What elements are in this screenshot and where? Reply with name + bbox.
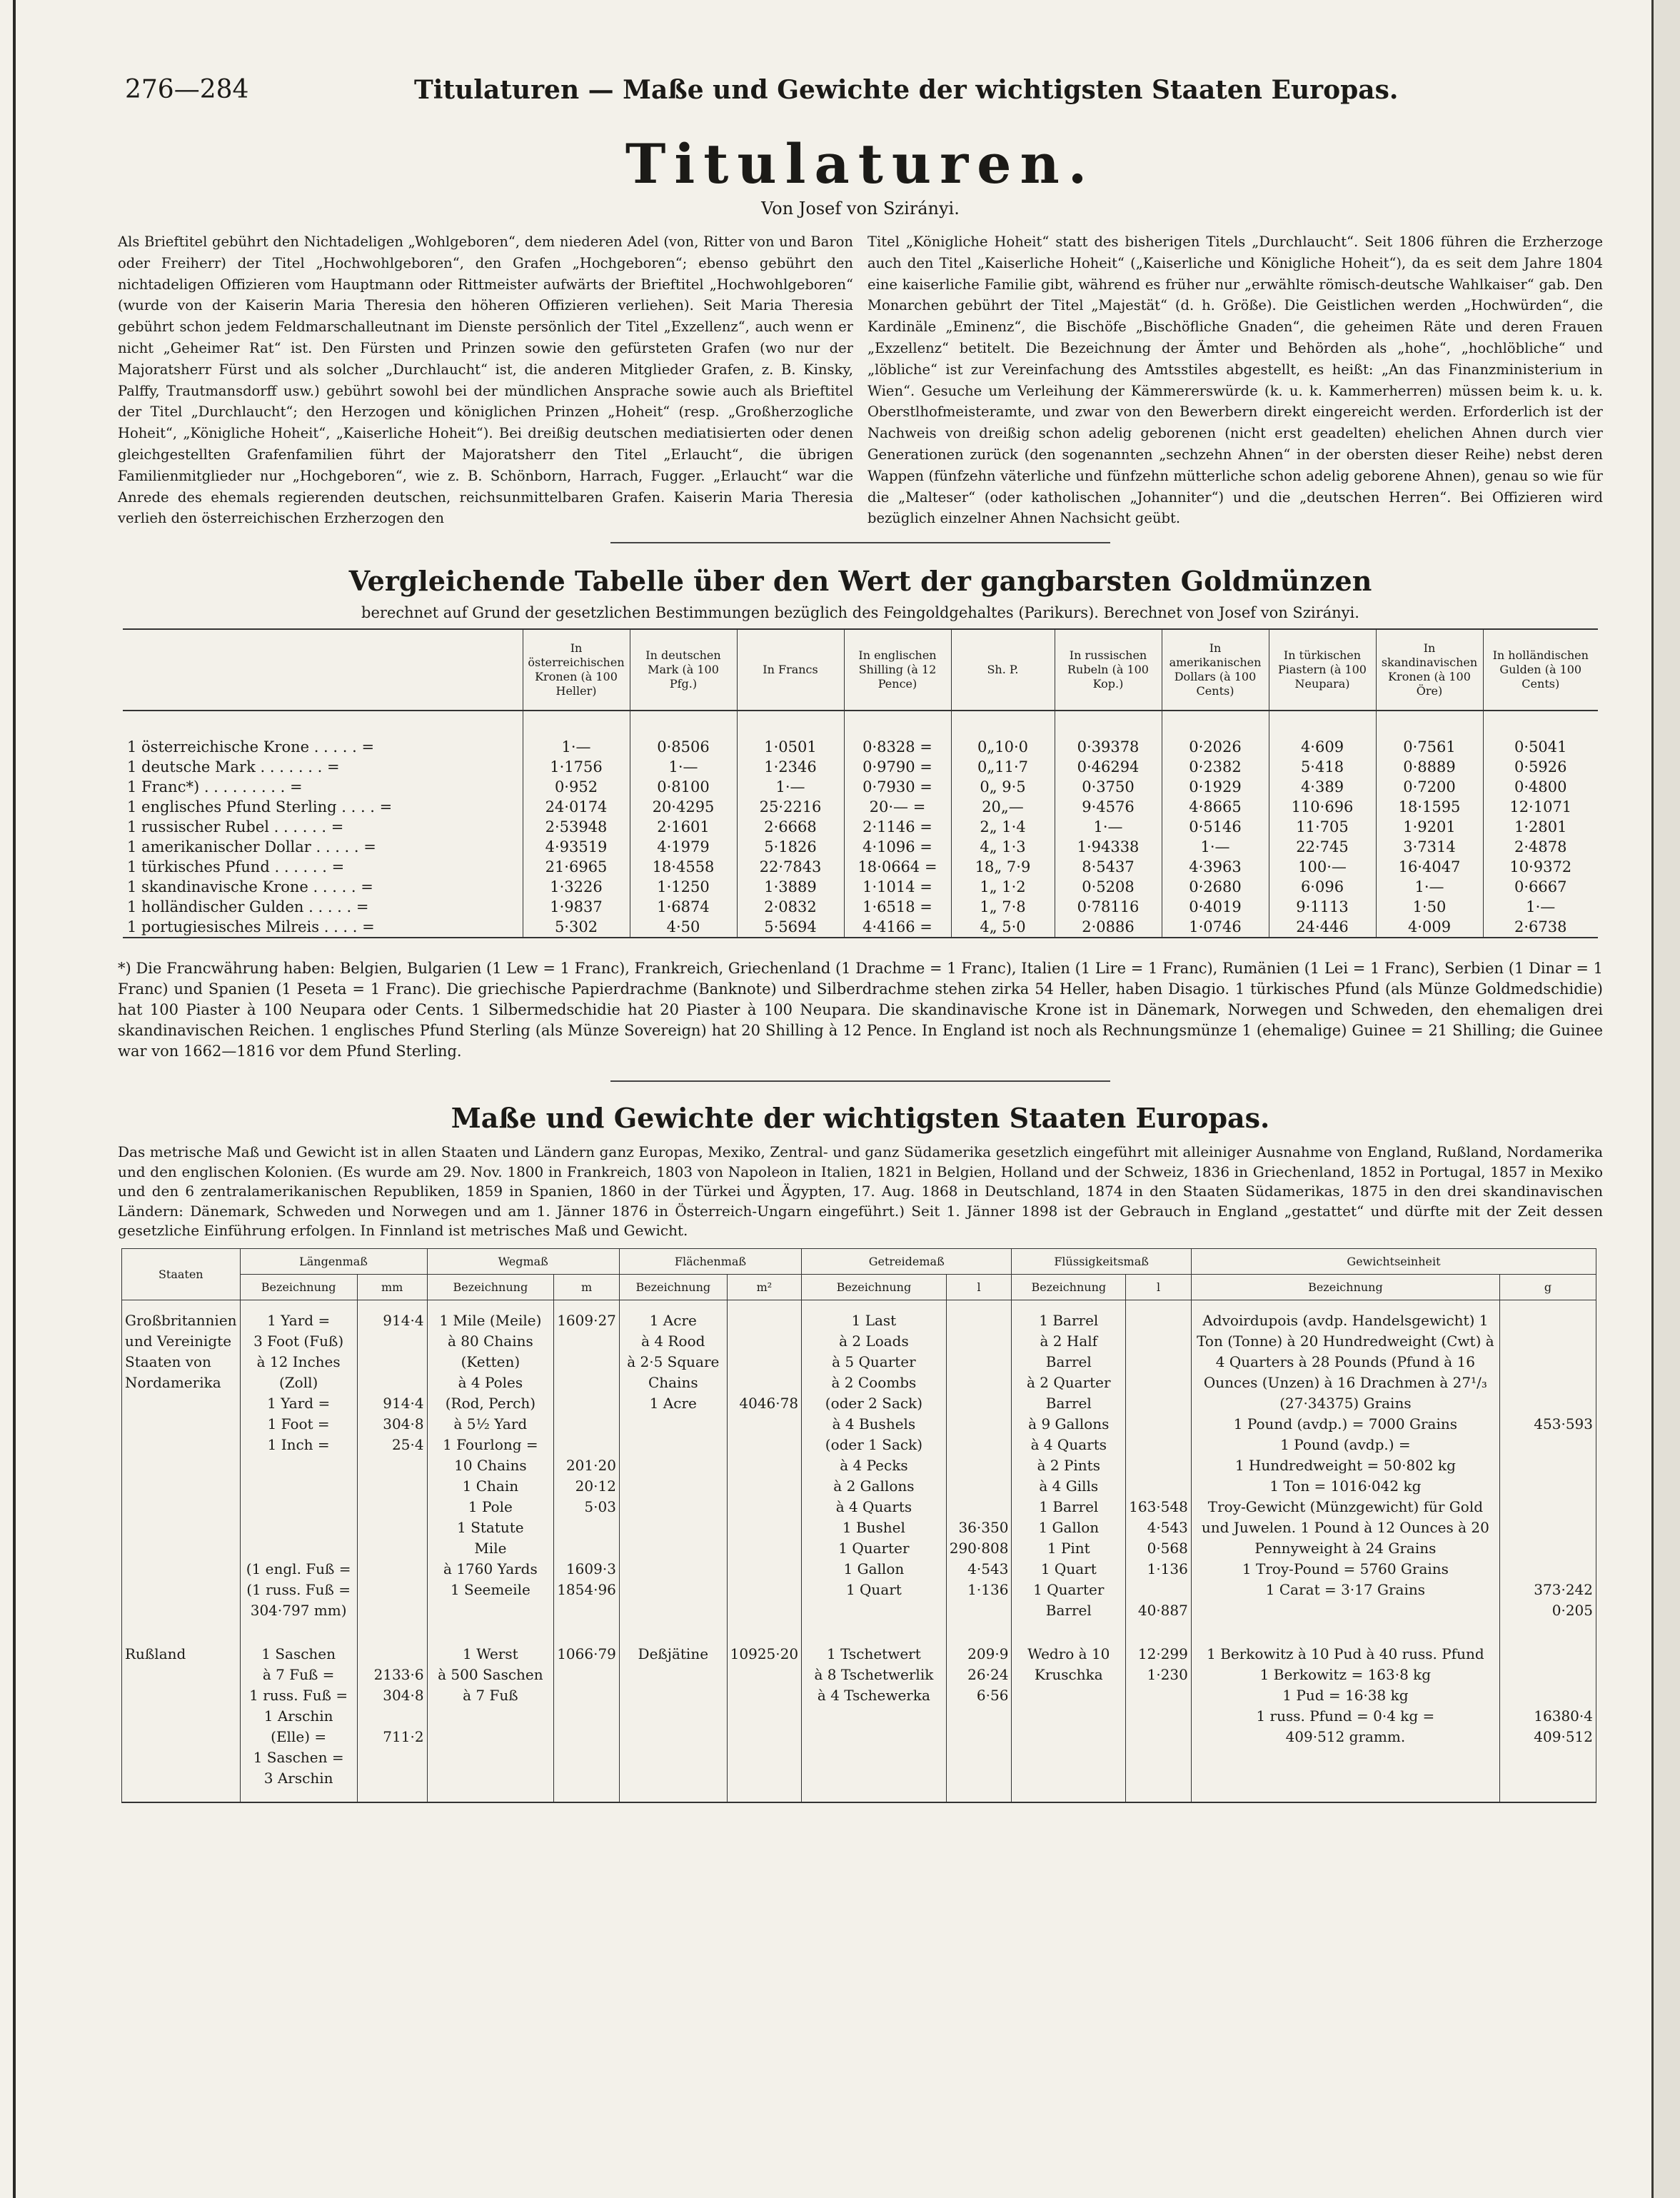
coin-value: 22·745 (1269, 837, 1376, 857)
coin-value: 0·9790 = (844, 757, 951, 777)
coin-value: 1·1250 (630, 877, 737, 897)
measures-cell-flaeche-bez: 1 Acre à 4 Rood à 2·5 Square Chains 1 Acre (619, 1300, 727, 1634)
coin-value: 10·9372 (1483, 857, 1598, 877)
coin-value: 5·5694 (737, 917, 844, 938)
coin-value: 0·3750 (1055, 777, 1162, 797)
coin-value: 110·696 (1269, 797, 1376, 817)
sub-header: Bezeichnung (1012, 1274, 1126, 1300)
gold-table-body (123, 711, 1598, 938)
coin-value: 1·9201 (1376, 817, 1483, 837)
coin-value: 0·7561 (1376, 711, 1483, 757)
gold-header-cell: In amerikanischen Dollars (à 100 Cents) (1162, 629, 1269, 711)
coin-value: 20„— (951, 797, 1055, 817)
coin-value: 0·7930 = (844, 777, 951, 797)
sub-header: g (1499, 1274, 1596, 1300)
coin-value: 0·8328 = (844, 711, 951, 757)
page-range: 276—284 (125, 75, 249, 104)
coin-value: 24·0174 (523, 797, 630, 817)
header-getreidemass: Getreidemaß (802, 1248, 1012, 1274)
titulaturen-col-left: Als Brieftitel gebührt den Nichtadeligen „Wohlgeboren“, dem niederen Adel (von, Ritter von und Baron oder Freiherr) der Titel „Hochwohlgeboren“, den Grafen „Hochgeboren“; ebenso gebührt den nichtadeligen Offizieren vom Hauptmann oder Rittmeister aufwärts der Brieftitel „Hochwohlgeboren“ (wurde von der Kaiserin Maria Theresia den höheren Offizieren verliehen). Seit Maria Theresia gebührt schon jedem Feldmarschalleutnant im Dienste persönlich der Titel „Exzellenz“, auch wenn er nicht „Geheimer Rat“ ist. Den Fürsten und Prinzen sowie den gefürsteten Grafen (wo nur der Majoratsherr Fürst und als solcher „Durchlaucht“ ist, die anderen Mitglieder Grafen, z. B. Kinsky, Palffy, Trautmansdorff usw.) gebührt sowohl bei der mündlichen Ansprache sowie auch als Brieftitel der Titel „Durchlaucht“; den Herzogen und königlichen Prinzen „Hoheit“ (resp. „Großherzogliche Hoheit“, „Königliche Hoheit“, „Kaiserliche Hoheit“). Bei dreißig deutschen mediatisierten oder denen gleichgestellten Grafenfamilien führt der Majoratsherr den Titel „Erlaucht“, die übrigen Familienmitglieder nur „Hochgeboren“, wie z. B. Schönborn, Harrach, Fugger. „Erlaucht“ war die Anrede des ehemals regierenden deutschen, reichsunmittelbaren Grafen. Kaiserin Maria Theresia verlieh den österreichischen Erzherzogen den (118, 234, 853, 527)
titulaturen-author: Von Josef von Szirányi. (761, 199, 960, 219)
coin-name: 1 englisches Pfund Sterling . . . . = (127, 798, 393, 816)
gold-header-cell: Sh. P. (951, 629, 1055, 711)
coin-value: 20·— = (844, 797, 951, 817)
measures-cell-getreide-bez: 1 Last à 2 Loads à 5 Quarter à 2 Coombs (oder 2 Sack) à 4 Bushels (oder 1 Sack) à 4 Pecks à 2 Gallons à 4 Quarts 1 Bushel 1 Quarter 1 Gallon 1 Quart (802, 1300, 947, 1634)
coin-value: 1·6518 = (844, 897, 951, 917)
gold-header-cell: In türkischen Piastern (à 100 Neupara) (1269, 629, 1376, 711)
coin-value: 0·8506 (630, 711, 737, 757)
titulaturen-col-right: Titel „Königliche Hoheit“ statt des bisherigen Titels „Durchlaucht“. Seit 1806 führen die Erzherzoge auch den Titel „Kaiserliche Hoheit“ („Kaiserliche und Königliche Hoheit“), da es seit dem Jahre 1804 eine kaiserliche Familie gibt, während es früher nur „erwählte römisch-deutsche Wahlkaiser“ gab. Den Monarchen gebührt der Titel „Majestät“ (d. h. Größe). Die Geistlichen werden „Hochwürden“, die Kardinäle „Eminenz“, die Bischöfe „Bischöfliche Gnaden“, die geheimen Räte und deren Frauen „Exzellenz“ betitelt. Die Bezeichnung der Ämter und Behörden als „hohe“, „hochlöbliche“ und „löbliche“ ist zur Vereinfachung des Amtsstiles abgestellt, es heißt: „An das Finanzministerium in Wien“. Gesuche um Verleihung der Kämmererswürde (k. u. k. Kammerherren) müssen beim k. u. k. Oberstlhofmeisteramte, und zwar von den Bewerbern direkt eingereicht werden. Erforderlich ist der Nachweis von dreißig schon adelig geborenen (nicht erst geadelten) ehelichen Ahnen durch vier Generationen zurück (den sogenannten „sechzehn Ahnen“ in der obersten dieser Reihe) nebst deren Wappen (fünfzehn väterliche und fünfzehn mütterliche schon adelig geborene Ahnen), genau so wie für die „Malteser“ (oder katholischen „Johanniter“) und die „deutschen Herren“. Bei Offizieren wird bezüglich einzelner Ahnen Nachsicht geübt. (867, 234, 1603, 527)
sub-header: mm (357, 1274, 427, 1300)
coin-value: 0„10·0 (951, 711, 1055, 757)
titulaturen-columns (118, 231, 1603, 529)
gold-table-row (123, 711, 1598, 757)
sub-header: m (554, 1274, 620, 1300)
measures-cell-weg-m: 1609·27 201·20 20·12 5·03 1609·3 1854·96 (554, 1300, 620, 1634)
measures-cell-fluessig-l: 12·299 1·230 (1126, 1634, 1192, 1802)
measures-cell-weg-bez: 1 Werst à 500 Saschen à 7 Fuß (427, 1634, 554, 1802)
coin-value: 2·0832 (737, 897, 844, 917)
coin-value: 1·2346 (737, 757, 844, 777)
coin-value: 4·93519 (523, 837, 630, 857)
coin-value: 0·46294 (1055, 757, 1162, 777)
coin-name: 1 portugiesisches Milreis . . . . = (127, 918, 375, 936)
gold-coin-table (123, 628, 1598, 938)
header-staaten: Staaten (122, 1248, 241, 1300)
coin-value: 4·389 (1269, 777, 1376, 797)
coin-name: 1 amerikanischer Dollar . . . . . = (127, 838, 376, 856)
gold-table-row (123, 837, 1598, 857)
coin-value: 1·3226 (523, 877, 630, 897)
coin-value: 1·2801 (1483, 817, 1598, 837)
coin-value: 2·1601 (630, 817, 737, 837)
gold-table-row (123, 897, 1598, 917)
masse-intro: Das metrische Maß und Gewicht ist in allen Staaten und Ländern ganz Europas, Mexiko, Zentral- und ganz Südamerika gesetzlich eingeführt mit alleiniger Ausnahme von England, Rußland, Nordamerika und den englischen Kolonien. (Es wurde am 29. Nov. 1800 in Frankreich, 1803 von Napoleon in Italien, 1821 in Belgien, Holland und der Schweiz, 1836 in Griechenland, 1852 in Portugal, 1857 in Mexiko und den 6 zentralamerikanischen Republiken, 1859 in Spanien, 1860 in der Türkei und Ägypten, 17. Aug. 1868 in Deutschland, 1874 in den Staaten Südamerikas, 1875 in den drei skandinavischen Ländern: Dänemark, Schweden und Norwegen und am 1. Jänner 1876 in Österreich-Ungarn eingeführt.) Seit 1. Jänner 1898 ist der Gebrauch in England „gestattet“ und dürfte mit der Zeit dessen gesetzliche Einführung erfolgen. In Finnland ist metrisches Maß und Gewicht. (118, 1143, 1603, 1240)
coin-value: 24·446 (1269, 917, 1376, 938)
coin-value: 1·50 (1376, 897, 1483, 917)
measures-cell-gewicht-bez: Advoirdupois (avdp. Handelsgewicht) 1 Ton (Tonne) à 20 Hundredweight (Cwt) à 4 Quarters à 28 Pounds (Pfund à 16 Ounces (Unzen) à 16 Drachmen à 27¹/₃ (27·34375) Grains 1 Pound (avdp.) = 7000 Grains 1 Pound (avdp.) = 1 Hundredweight = 50·802 kg 1 Ton = 1016·042 kg Troy-Gewicht (Münzgewicht) für Gold und Juwelen. 1 Pound à 12 Ounces à 20 Pennyweight à 24 Grains 1 Troy-Pound = 5760 Grains 1 Carat = 3·17 Grains (1191, 1300, 1499, 1634)
gold-header-row (123, 629, 1598, 711)
coin-value: 18„ 7·9 (951, 857, 1055, 877)
scan-border-left (13, 0, 16, 2198)
coin-name: 1 türkisches Pfund . . . . . . = (127, 858, 345, 876)
measures-cell-state: Rußland (122, 1634, 241, 1802)
coin-name: 1 Franc*) . . . . . . . . . = (127, 778, 303, 796)
coin-value: 18·4558 (630, 857, 737, 877)
sub-header: Bezeichnung (427, 1274, 554, 1300)
section-divider (610, 1080, 1110, 1082)
gold-header-blank (123, 629, 523, 711)
measures-cell-gewicht-g: 16380·4 409·512 (1499, 1634, 1596, 1802)
gold-table-row (123, 917, 1598, 938)
coin-value: 1„ 1·2 (951, 877, 1055, 897)
coin-value: 11·705 (1269, 817, 1376, 837)
coin-value: 25·2216 (737, 797, 844, 817)
coin-value: 2·6668 (737, 817, 844, 837)
coin-value: 2·6738 (1483, 917, 1598, 938)
gold-header-cell: In englischen Shilling (à 12 Pence) (844, 629, 951, 711)
sub-header: Bezeichnung (240, 1274, 357, 1300)
header-wegmass: Wegmaß (427, 1248, 619, 1274)
coin-value: 4·1979 (630, 837, 737, 857)
coin-value: 4„ 1·3 (951, 837, 1055, 857)
coin-value: 0·5926 (1483, 757, 1598, 777)
measures-cell-flaeche-m2: 4046·78 (727, 1300, 801, 1634)
coin-value: 0„11·7 (951, 757, 1055, 777)
coin-value: 4·50 (630, 917, 737, 938)
scan-border-right (1651, 0, 1680, 2198)
coin-value: 0·2026 (1162, 711, 1269, 757)
header-laengenmass: Längenmaß (240, 1248, 427, 1274)
measures-cell-fluessig-bez: Wedro à 10 Kruschka (1012, 1634, 1126, 1802)
coin-value: 0·8100 (630, 777, 737, 797)
gold-header-cell: In holländischen Gulden (à 100 Cents) (1483, 629, 1598, 711)
sub-header: m² (727, 1274, 801, 1300)
coin-value: 0·4019 (1162, 897, 1269, 917)
goldtable-footnote: *) Die Francwährung haben: Belgien, Bulgarien (1 Lew = 1 Franc), Frankreich, Griechenland (1 Drachme = 1 Franc), Italien (1 Lire = 1 Franc), Rumänien (1 Lei = 1 Franc), Serbien (1 Dinar = 1 Franc) und Spanien (1 Peseta = 1 Franc). Die griechische Papierdrachme (Banknote) und Silberdrachme stehen zirka 54 Heller, haben Disagio. 1 türkisches Pfund (als Münze Goldmedschidie) hat 100 Piaster à 100 Neupara oder Cents. 1 Silbermedschidie hat 20 Piaster à 100 Neupara. Die skandinavische Krone ist in Dänemark, Norwegen und Schweden, den ehemaligen drei skandinavischen Reichen. 1 englisches Pfund Sterling (als Münze Sovereign) hat 20 Shilling à 12 Pence. In England ist noch als Rechnungsmünze 1 (ehemalige) Guinee = 21 Shilling; die Guinee war von 1662—1816 vor dem Pfund Sterling. (118, 960, 1603, 1060)
coin-value: 1·1756 (523, 757, 630, 777)
goldtable-subtitle: berechnet auf Grund der gesetzlichen Bestimmungen bezüglich des Feingoldgehaltes (Parikurs). Berechnet von Josef von Szirányi. (361, 604, 1359, 622)
coin-value: 4„ 5·0 (951, 917, 1055, 938)
coin-value: 0·2680 (1162, 877, 1269, 897)
measures-cell-flaeche-bez: Deßjätine (619, 1634, 727, 1802)
coin-value: 0·39378 (1055, 711, 1162, 757)
coin-value: 1·— (737, 777, 844, 797)
coin-value: 4·8665 (1162, 797, 1269, 817)
sub-header: Bezeichnung (802, 1274, 947, 1300)
coin-name: 1 holländischer Gulden . . . . . = (127, 898, 369, 916)
coin-value: 22·7843 (737, 857, 844, 877)
coin-value: 4·4166 = (844, 917, 951, 938)
gold-table-row (123, 797, 1598, 817)
coin-value: 8·5437 (1055, 857, 1162, 877)
coin-value: 0·5146 (1162, 817, 1269, 837)
coin-value: 9·1113 (1269, 897, 1376, 917)
gold-table-row (123, 817, 1598, 837)
measures-cell-gewicht-bez: 1 Berkowitz à 10 Pud à 40 russ. Pfund 1 Berkowitz = 163·8 kg 1 Pud = 16·38 kg 1 russ. Pfund = 0·4 kg = 409·512 gramm. (1191, 1634, 1499, 1802)
coin-value: 4·3963 (1162, 857, 1269, 877)
measures-cell-gewicht-g: 453·593 373·242 0·205 (1499, 1300, 1596, 1634)
coin-value: 9·4576 (1055, 797, 1162, 817)
coin-value: 1·3889 (737, 877, 844, 897)
coin-value: 0·5041 (1483, 711, 1598, 757)
sub-header: Bezeichnung (619, 1274, 727, 1300)
measures-cell-weg-bez: 1 Mile (Meile) à 80 Chains (Ketten) à 4 Poles (Rod, Perch) à 5½ Yard 1 Fourlong = 10 Chains 1 Chain 1 Pole 1 Statute Mile à 1760 Yards 1 Seemeile (427, 1300, 554, 1634)
coin-value: 18·1595 (1376, 797, 1483, 817)
measures-cell-flaeche-m2: 10925·20 (727, 1634, 801, 1802)
section-divider (610, 542, 1110, 543)
sub-header: l (1126, 1274, 1192, 1300)
coin-value: 0·8889 (1376, 757, 1483, 777)
sub-header: l (946, 1274, 1012, 1300)
measures-row (122, 1634, 1596, 1802)
measures-cell-laenge-bez: 1 Yard = 3 Foot (Fuß) à 12 Inches (Zoll) 1 Yard = 1 Foot = 1 Inch = (1 engl. Fuß = (1 russ. Fuß = 304·797 mm) (240, 1300, 357, 1634)
coin-value: 4·609 (1269, 711, 1376, 757)
coin-value: 4·009 (1376, 917, 1483, 938)
running-title: Titulaturen — Maße und Gewichte der wichtigsten Staaten Europas. (414, 75, 1399, 105)
coin-value: 1·1014 = (844, 877, 951, 897)
measures-cell-laenge-mm: 2133·6 304·8 711·2 (357, 1634, 427, 1802)
measures-group-header-row (122, 1248, 1596, 1274)
measures-sub-header-row (122, 1274, 1596, 1300)
measures-cell-weg-m: 1066·79 (554, 1634, 620, 1802)
header-gewichtseinheit: Gewichtseinheit (1191, 1248, 1596, 1274)
measures-cell-fluessig-bez: 1 Barrel à 2 Half Barrel à 2 Quarter Barrel à 9 Gallons à 4 Quarts à 2 Pints à 4 Gills 1 Barrel 1 Gallon 1 Pint 1 Quart 1 Quarter Barrel (1012, 1300, 1126, 1634)
coin-value: 1·— (630, 757, 737, 777)
coin-value: 1·— (1483, 897, 1598, 917)
coin-value: 18·0664 = (844, 857, 951, 877)
coin-value: 1·— (1376, 877, 1483, 897)
measures-cell-state: Großbritannien und Vereinigte Staaten von Nordamerika (122, 1300, 241, 1634)
measures-table-body (122, 1300, 1596, 1802)
coin-value: 3·7314 (1376, 837, 1483, 857)
gold-header-cell: In deutschen Mark (à 100 Pfg.) (630, 629, 737, 711)
gold-table-row (123, 857, 1598, 877)
running-header (118, 68, 1603, 118)
coin-value: 6·096 (1269, 877, 1376, 897)
gold-table-row (123, 757, 1598, 777)
header-flaechenmass: Flächenmaß (619, 1248, 801, 1274)
coin-value: 0·6667 (1483, 877, 1598, 897)
coin-value: 1·— (1055, 817, 1162, 837)
coin-value: 0·2382 (1162, 757, 1269, 777)
coin-value: 0·1929 (1162, 777, 1269, 797)
measures-cell-laenge-bez: 1 Saschen à 7 Fuß = 1 russ. Fuß = 1 Arschin (Elle) = 1 Saschen = 3 Arschin (240, 1634, 357, 1802)
coin-value: 2·0886 (1055, 917, 1162, 938)
coin-name: 1 österreichische Krone . . . . . = (127, 738, 375, 756)
header-fluessigkeitsmass: Flüssigkeitsmaß (1012, 1248, 1191, 1274)
gold-table-row (123, 777, 1598, 797)
coin-value: 2·4878 (1483, 837, 1598, 857)
measures-cell-laenge-mm: 914·4 914·4 304·8 25·4 (357, 1300, 427, 1634)
coin-value: 5·418 (1269, 757, 1376, 777)
gold-header-cell: In skandinavischen Kronen (à 100 Öre) (1376, 629, 1483, 711)
measures-cell-fluessig-l: 163·548 4·543 0·568 1·136 40·887 (1126, 1300, 1192, 1634)
gold-header-cell: In Francs (737, 629, 844, 711)
coin-value: 16·4047 (1376, 857, 1483, 877)
coin-value: 0·4800 (1483, 777, 1598, 797)
measures-cell-getreide-l: 209·9 26·24 6·56 (946, 1634, 1012, 1802)
coin-name: 1 skandinavische Krone . . . . . = (127, 878, 373, 896)
coin-value: 12·1071 (1483, 797, 1598, 817)
measures-table (121, 1248, 1596, 1803)
coin-value: 1·94338 (1055, 837, 1162, 857)
coin-value: 1·0746 (1162, 917, 1269, 938)
coin-value: 0·78116 (1055, 897, 1162, 917)
coin-value: 1·— (1162, 837, 1269, 857)
coin-value: 0„ 9·5 (951, 777, 1055, 797)
gold-table-row (123, 877, 1598, 897)
masse-title: Maße und Gewichte der wichtigsten Staaten Europas. (451, 1102, 1270, 1135)
sub-header: Bezeichnung (1191, 1274, 1499, 1300)
coin-value: 0·952 (523, 777, 630, 797)
coin-value: 0·7200 (1376, 777, 1483, 797)
page-content (118, 68, 1603, 1803)
coin-name: 1 russischer Rubel . . . . . . = (127, 818, 344, 836)
coin-value: 5·1826 (737, 837, 844, 857)
gold-header-cell: In österreichischen Kronen (à 100 Heller) (523, 629, 630, 711)
gold-header-cell: In russischen Rubeln (à 100 Kop.) (1055, 629, 1162, 711)
titulaturen-title: Titulaturen. (625, 132, 1096, 196)
coin-value: 21·6965 (523, 857, 630, 877)
goldtable-title: Vergleichende Tabelle über den Wert der gangbarsten Goldmünzen (348, 565, 1372, 598)
coin-value: 1„ 7·8 (951, 897, 1055, 917)
coin-value: 100·— (1269, 857, 1376, 877)
coin-value: 1·0501 (737, 711, 844, 757)
coin-value: 2·1146 = (844, 817, 951, 837)
coin-value: 1·6874 (630, 897, 737, 917)
coin-value: 2·53948 (523, 817, 630, 837)
coin-value: 20·4295 (630, 797, 737, 817)
coin-value: 1·9837 (523, 897, 630, 917)
coin-value: 0·5208 (1055, 877, 1162, 897)
coin-value: 5·302 (523, 917, 630, 938)
coin-name: 1 deutsche Mark . . . . . . . = (127, 758, 340, 776)
measures-row (122, 1300, 1596, 1634)
measures-cell-getreide-l: 36·350 290·808 4·543 1·136 (946, 1300, 1012, 1634)
coin-value: 4·1096 = (844, 837, 951, 857)
coin-value: 2„ 1·4 (951, 817, 1055, 837)
coin-value: 1·— (523, 711, 630, 757)
measures-cell-getreide-bez: 1 Tschetwert à 8 Tschetwerlik à 4 Tschewerka (802, 1634, 947, 1802)
